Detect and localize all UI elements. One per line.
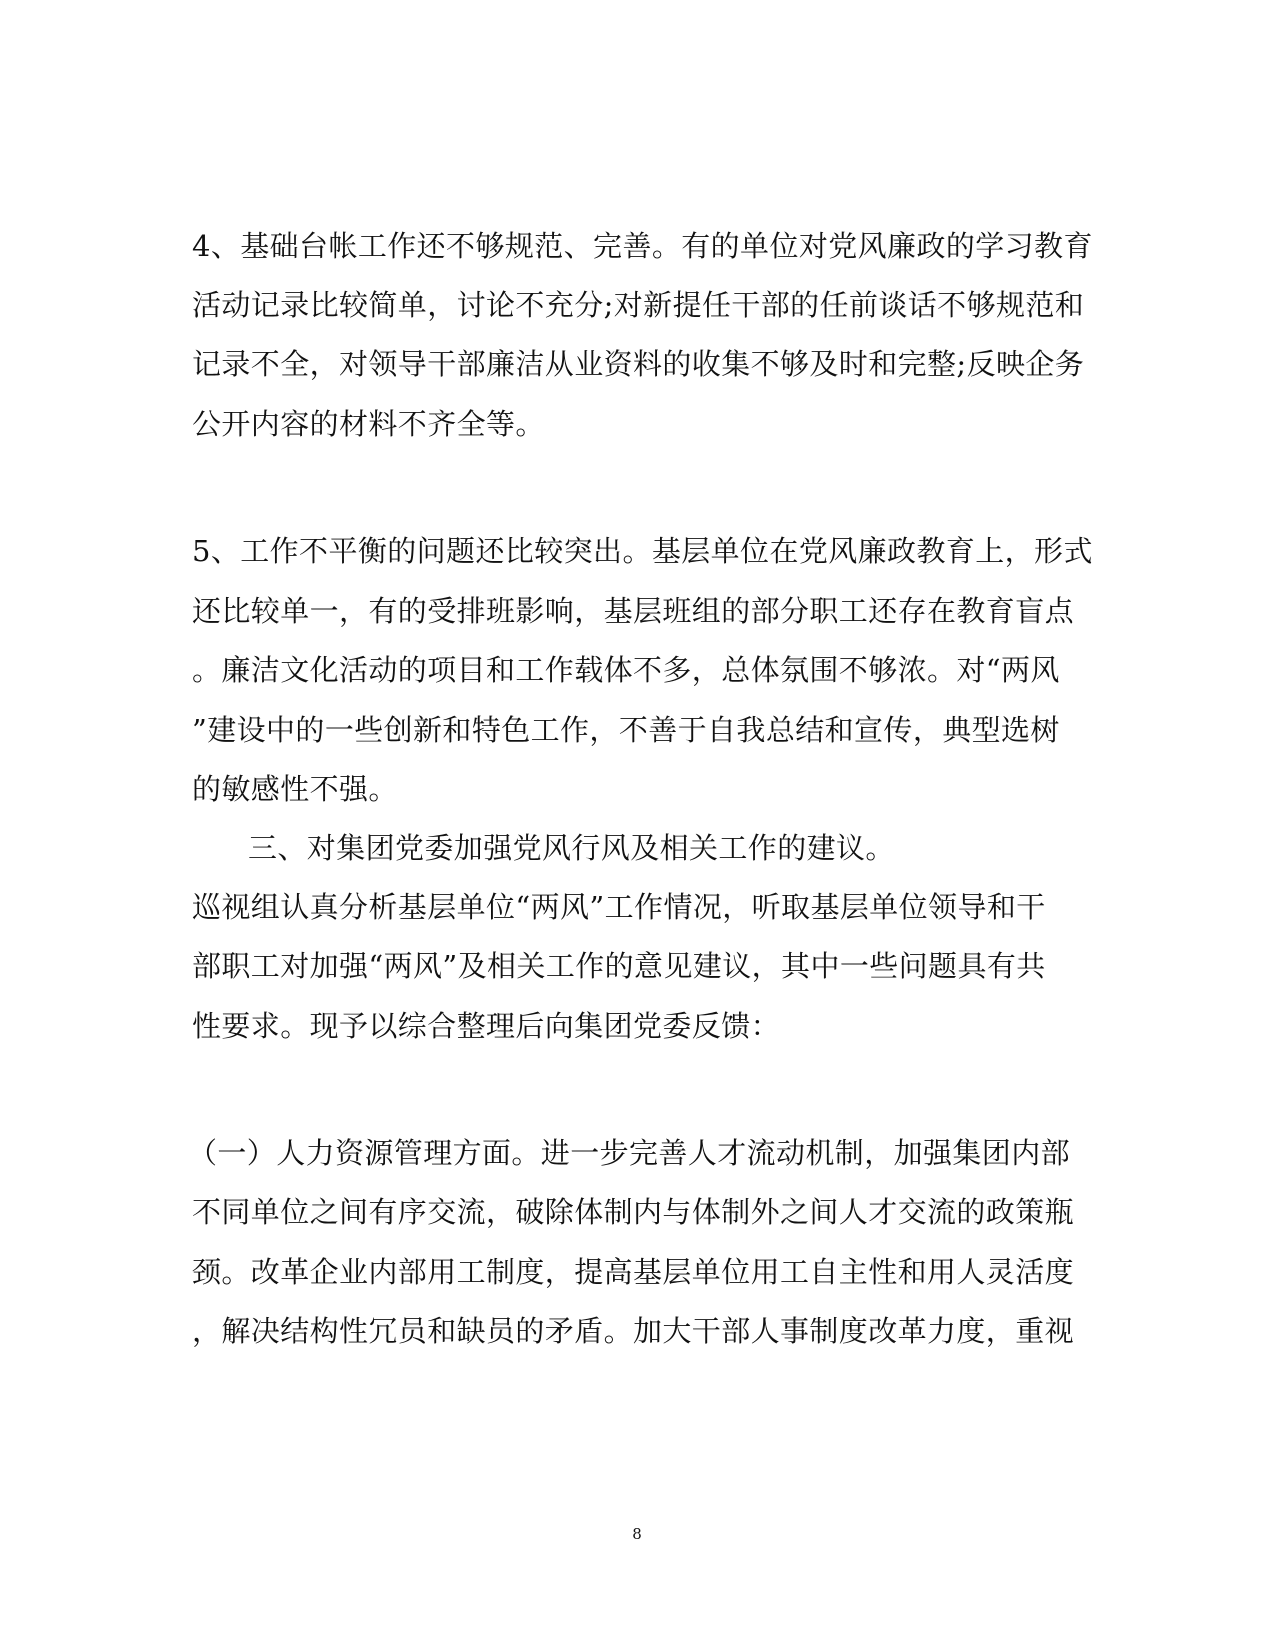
text-line: ”建设中的一些创新和特色工作，不善于自我总结和宣传，典型选树: [192, 713, 1060, 747]
text-line: 性要求。现予以综合整理后向集团党委反馈：: [192, 1009, 781, 1043]
text-line: 5、工作不平衡的问题还比较突出。基层单位在党风廉政教育上，形式: [192, 534, 1093, 568]
text-line: 记录不全，对领导干部廉洁从业资料的收集不够及时和完整;反映企务: [192, 347, 1085, 381]
page-number: 8: [632, 1525, 642, 1543]
section-heading-text: 三、对集团党委加强党风行风及相关工作的建议。: [248, 831, 895, 865]
text-line: （一）人力资源管理方面。进一步完善人才流动机制，加强集团内部: [188, 1136, 1071, 1170]
text-line: 还比较单一，有的受排班影响，基层班组的部分职工还存在教育盲点: [192, 594, 1075, 628]
text-line: ，解决结构性冗员和缺员的矛盾。加大干部人事制度改革力度，重视: [192, 1314, 1075, 1348]
text-line: 部职工对加强“两风”及相关工作的意见建议，其中一些问题具有共: [192, 949, 1046, 983]
text-line: 不同单位之间有序交流，破除体制内与体制外之间人才交流的政策瓶: [192, 1195, 1075, 1229]
text-line: 4、基础台帐工作还不够规范、完善。有的单位对党风廉政的学习教育: [192, 229, 1093, 263]
text-line: 颈。改革企业内部用工制度，提高基层单位用工自主性和用人灵活度: [192, 1255, 1075, 1289]
text-line: 活动记录比较简单，讨论不充分;对新提任干部的任前谈话不够规范和: [192, 288, 1085, 322]
text-line: 。廉洁文化活动的项目和工作载体不多，总体氛围不够浓。对“两风: [192, 653, 1060, 687]
text-line: 的敏感性不强。: [192, 772, 398, 806]
text-line: 公开内容的材料不齐全等。: [192, 407, 545, 441]
text-line: 巡视组认真分析基层单位“两风”工作情况，听取基层单位领导和干: [192, 890, 1046, 924]
